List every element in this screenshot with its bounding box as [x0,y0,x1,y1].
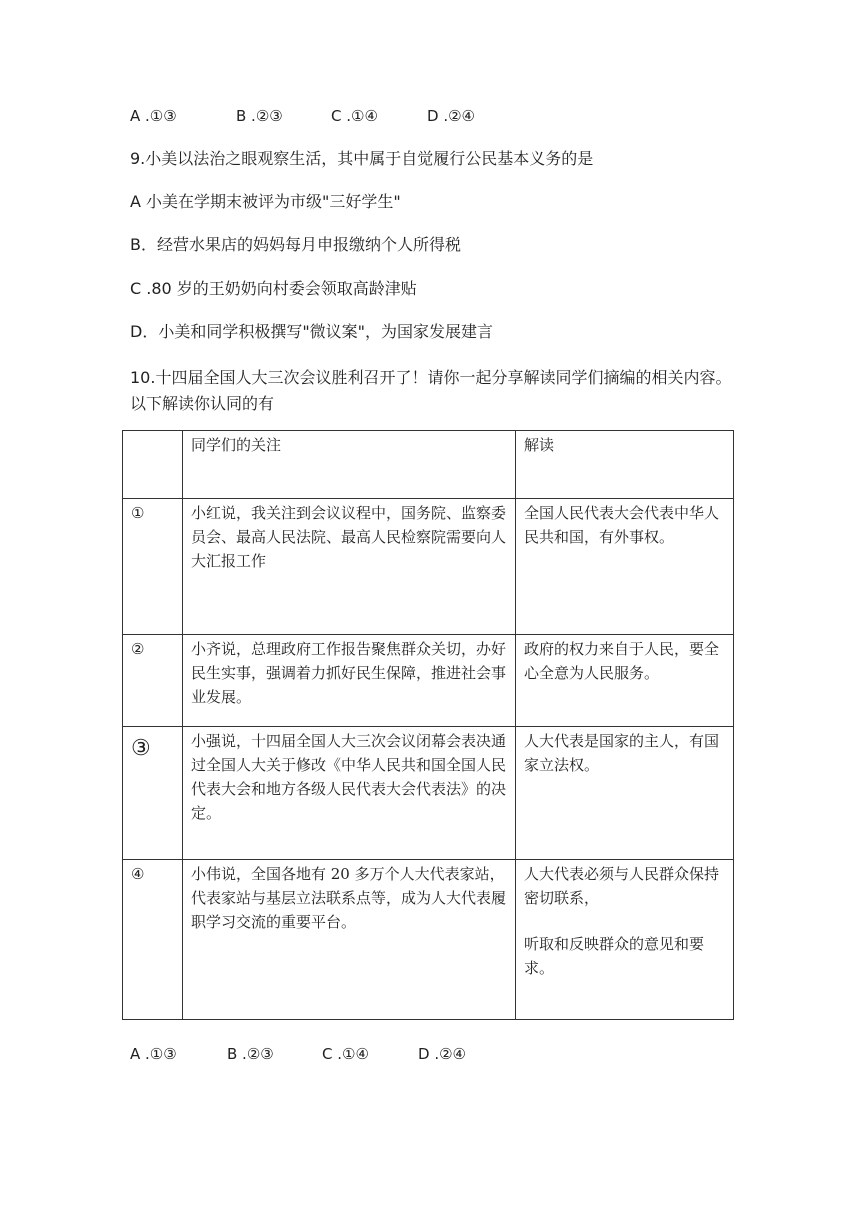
question-10-table [122,430,734,1020]
row-number: ④ [123,860,183,1020]
option-c: C .①④ [331,107,378,125]
question-10-stem: 10.十四届全国人大三次会议胜利召开了！请你一起分享解读同学们摘编的相关内容。以下解读你认同的有 [130,368,732,413]
row-focus: 小伟说，全国各地有 20 多万个人大代表家站，代表家站与基层立法联系点等，成为人大代表履职学习交流的重要平台。 [183,860,516,1020]
option-d: D .②④ [418,1045,466,1063]
row-interpretation: 人大代表必须与人民群众保持密切联系， [524,865,720,907]
row-number: ① [123,499,183,635]
question-9-option-b: B．经营水果店的妈妈每月申报缴纳个人所得税 [130,235,461,254]
row-number: ③ [123,727,183,860]
option-c: C .①④ [322,1045,369,1063]
row-focus: 小红说，我关注到会议议程中，国务院、监察委员会、最高人民法院、最高人民检察院需要向人大汇报工作 [183,499,516,635]
header-interpretation-cell: 解读 [516,431,734,499]
table-header-row [123,431,734,499]
question-9-option-a: A 小美在学期末被评为市级"三好学生" [130,192,401,211]
option-a: A .①③ [130,1045,177,1063]
question-9-option-d: D．小美和同学积极撰写"微议案"，为国家发展建言 [130,322,494,341]
option-d: D .②④ [427,107,475,125]
option-a: A .①③ [130,107,177,125]
question-9-option-c: C .80 岁的王奶奶向村委会领取高龄津贴 [130,279,417,298]
header-focus-cell: 同学们的关注 [183,431,516,499]
table-row [123,499,734,635]
option-b: B .②③ [227,1045,274,1063]
option-b: B .②③ [236,107,283,125]
row-interpretation-cell [516,860,734,1020]
row-focus: 小强说，十四届全国人大三次会议闭幕会表决通过全国人大关于修改《中华人民共和国全国人民代表大会和地方各级人民代表大会代表法》的决定。 [183,727,516,860]
row-interpretation: 政府的权力来自于人民，要全心全意为人民服务。 [516,635,734,727]
table-row [123,860,734,1020]
row-interpretation: 人大代表是国家的主人，有国家立法权。 [516,727,734,860]
table-row [123,635,734,727]
row-number: ② [123,635,183,727]
table-row [123,727,734,860]
row-interpretation: 全国人民代表大会代表中华人民共和国，有外事权。 [516,499,734,635]
row-interpretation-continued: 听取和反映群众的意见和要求。 [524,935,705,977]
question-9-stem: 9.小美以法治之眼观察生活，其中属于自觉履行公民基本义务的是 [130,149,594,168]
header-empty-cell [123,431,183,499]
row-focus: 小齐说，总理政府工作报告聚焦群众关切，办好民生实事，强调着力抓好民生保障，推进社会事业发展。 [183,635,516,727]
